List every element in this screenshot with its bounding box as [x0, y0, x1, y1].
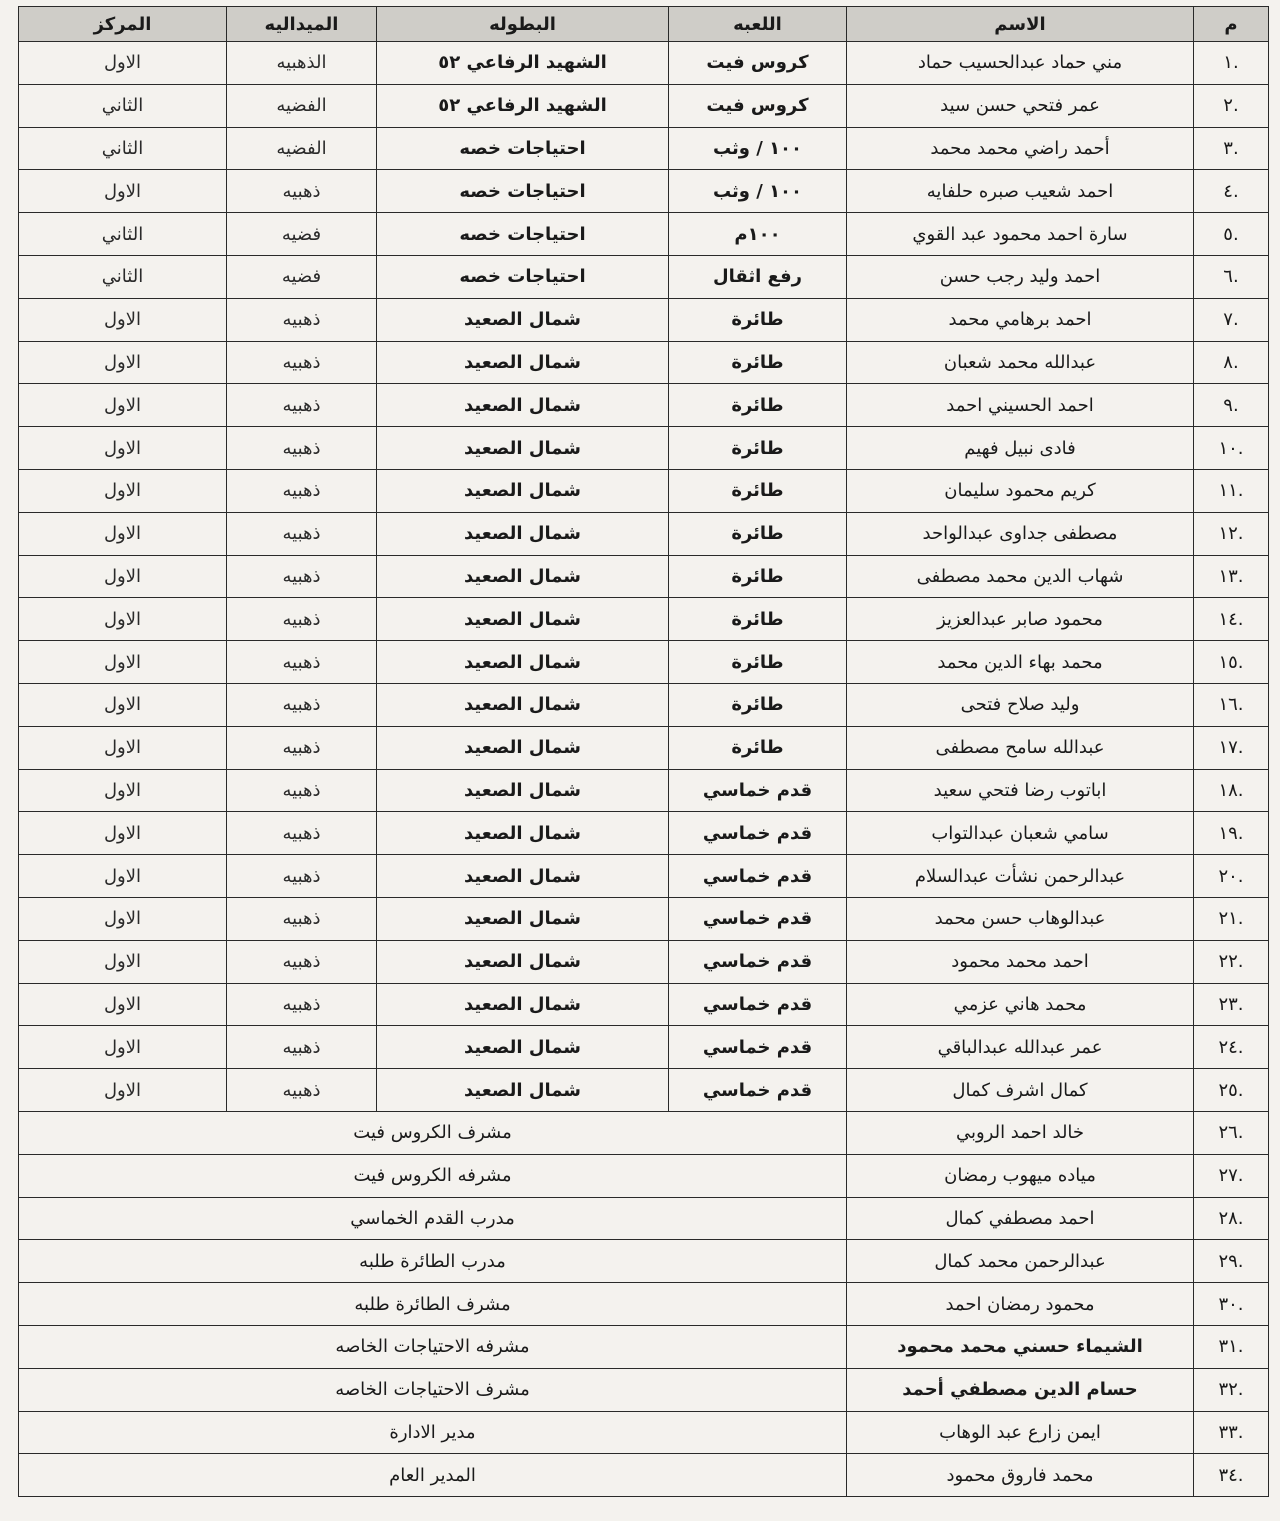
staff-name: عبدالرحمن محمد كمال — [847, 1240, 1194, 1283]
table-row — [19, 983, 1269, 1026]
row-number: .٧ — [1194, 298, 1269, 341]
row-sport: طائرة — [669, 384, 847, 427]
staff-name: خالد احمد الروبي — [847, 1111, 1194, 1154]
row-medal: ذهبيه — [227, 298, 377, 341]
table-body — [19, 42, 1269, 1497]
row-sport: طائرة — [669, 512, 847, 555]
row-medal: ذهبيه — [227, 384, 377, 427]
staff-role: مدرب القدم الخماسي — [19, 1197, 847, 1240]
table-row — [19, 855, 1269, 898]
row-medal: ذهبيه — [227, 812, 377, 855]
row-sport: ١٠٠ / وثب — [669, 170, 847, 213]
table-row — [19, 940, 1269, 983]
row-medal: ذهبيه — [227, 940, 377, 983]
row-rank: الاول — [19, 897, 227, 940]
row-championship: الشهيد الرفاعي ٥٢ — [377, 84, 669, 127]
row-championship: شمال الصعيد — [377, 598, 669, 641]
staff-name: حسام الدين مصطفي أحمد — [847, 1368, 1194, 1411]
table-row — [19, 298, 1269, 341]
header-championship: البطوله — [377, 7, 669, 42]
row-number: .١٦ — [1194, 683, 1269, 726]
header-row — [19, 7, 1269, 42]
staff-role: مشرفه الكروس فيت — [19, 1154, 847, 1197]
staff-row — [19, 1154, 1269, 1197]
row-sport: قدم خماسي — [669, 1026, 847, 1069]
staff-number: .٣٤ — [1194, 1454, 1269, 1497]
row-medal: ذهبيه — [227, 469, 377, 512]
roster-table — [18, 6, 1269, 1497]
row-rank: الاول — [19, 384, 227, 427]
row-championship: شمال الصعيد — [377, 855, 669, 898]
row-number: .١١ — [1194, 469, 1269, 512]
staff-role: مشرف الكروس فيت — [19, 1111, 847, 1154]
row-medal: ذهبيه — [227, 726, 377, 769]
row-number: .٢٣ — [1194, 983, 1269, 1026]
table-row — [19, 341, 1269, 384]
header-num: م — [1194, 7, 1269, 42]
table-row — [19, 641, 1269, 684]
row-name: احمد الحسيني احمد — [847, 384, 1194, 427]
staff-role: مشرفه الاحتياجات الخاصه — [19, 1325, 847, 1368]
row-medal: ذهبيه — [227, 598, 377, 641]
staff-role: مشرف الطائرة طلبه — [19, 1283, 847, 1326]
row-name: احمد برهامي محمد — [847, 298, 1194, 341]
row-rank: الثاني — [19, 255, 227, 298]
row-medal: ذهبيه — [227, 983, 377, 1026]
row-rank: الثاني — [19, 84, 227, 127]
row-sport: طائرة — [669, 598, 847, 641]
row-championship: شمال الصعيد — [377, 1026, 669, 1069]
row-number: .٢١ — [1194, 897, 1269, 940]
row-number: .٢٠ — [1194, 855, 1269, 898]
row-name: محمد بهاء الدين محمد — [847, 641, 1194, 684]
staff-row — [19, 1197, 1269, 1240]
header-medal: الميداليه — [227, 7, 377, 42]
staff-name: الشيماء حسني محمد محمود — [847, 1325, 1194, 1368]
staff-name: محمود رمضان احمد — [847, 1283, 1194, 1326]
staff-row — [19, 1283, 1269, 1326]
row-championship: شمال الصعيد — [377, 769, 669, 812]
staff-role: مشرف الاحتياجات الخاصه — [19, 1368, 847, 1411]
staff-name: محمد فاروق محمود — [847, 1454, 1194, 1497]
row-championship: شمال الصعيد — [377, 983, 669, 1026]
row-championship: شمال الصعيد — [377, 555, 669, 598]
row-number: .٢٢ — [1194, 940, 1269, 983]
row-championship: شمال الصعيد — [377, 683, 669, 726]
row-championship: شمال الصعيد — [377, 897, 669, 940]
staff-row — [19, 1411, 1269, 1454]
staff-number: .٢٩ — [1194, 1240, 1269, 1283]
row-rank: الاول — [19, 512, 227, 555]
row-championship: شمال الصعيد — [377, 469, 669, 512]
row-championship: شمال الصعيد — [377, 427, 669, 470]
row-rank: الاول — [19, 298, 227, 341]
row-name: عمر فتحي حسن سيد — [847, 84, 1194, 127]
row-rank: الاول — [19, 855, 227, 898]
row-name: عبدالله محمد شعبان — [847, 341, 1194, 384]
row-sport: قدم خماسي — [669, 812, 847, 855]
row-rank: الاول — [19, 555, 227, 598]
row-number: .١٥ — [1194, 641, 1269, 684]
row-sport: رفع اثقال — [669, 255, 847, 298]
staff-role: المدير العام — [19, 1454, 847, 1497]
row-medal: ذهبيه — [227, 855, 377, 898]
row-medal: الذهبيه — [227, 42, 377, 85]
row-number: .١٧ — [1194, 726, 1269, 769]
row-name: مصطفى جداوى عبدالواحد — [847, 512, 1194, 555]
row-name: مني حماد عبدالحسيب حماد — [847, 42, 1194, 85]
table-row — [19, 213, 1269, 256]
row-medal: ذهبيه — [227, 683, 377, 726]
row-medal: ذهبيه — [227, 170, 377, 213]
row-sport: قدم خماسي — [669, 983, 847, 1026]
staff-row — [19, 1240, 1269, 1283]
row-rank: الاول — [19, 341, 227, 384]
staff-number: .٣٠ — [1194, 1283, 1269, 1326]
row-sport: ١٠٠م — [669, 213, 847, 256]
row-name: عمر عبدالله عبدالباقي — [847, 1026, 1194, 1069]
row-championship: شمال الصعيد — [377, 726, 669, 769]
row-medal: الفضيه — [227, 84, 377, 127]
row-name: عبدالرحمن نشأت عبدالسلام — [847, 855, 1194, 898]
row-rank: الاول — [19, 769, 227, 812]
table-row — [19, 427, 1269, 470]
row-medal: ذهبيه — [227, 641, 377, 684]
row-sport: ١٠٠ / وثب — [669, 127, 847, 170]
row-sport: طائرة — [669, 298, 847, 341]
table-row — [19, 1069, 1269, 1112]
row-rank: الاول — [19, 812, 227, 855]
row-name: محمود صابر عبدالعزيز — [847, 598, 1194, 641]
staff-row — [19, 1454, 1269, 1497]
row-number: .٢٥ — [1194, 1069, 1269, 1112]
staff-number: .٢٦ — [1194, 1111, 1269, 1154]
row-championship: شمال الصعيد — [377, 940, 669, 983]
row-name: محمد هاني عزمي — [847, 983, 1194, 1026]
row-name: أحمد راضي محمد محمد — [847, 127, 1194, 170]
row-medal: ذهبيه — [227, 1069, 377, 1112]
table-row — [19, 170, 1269, 213]
staff-row — [19, 1325, 1269, 1368]
staff-number: .٣٣ — [1194, 1411, 1269, 1454]
row-sport: طائرة — [669, 726, 847, 769]
row-rank: الاول — [19, 598, 227, 641]
row-medal: فضيه — [227, 213, 377, 256]
row-number: .٢٤ — [1194, 1026, 1269, 1069]
table-row — [19, 512, 1269, 555]
row-number: .٣ — [1194, 127, 1269, 170]
row-name: كمال اشرف كمال — [847, 1069, 1194, 1112]
row-championship: احتياجات خصه — [377, 170, 669, 213]
row-number: .٦ — [1194, 255, 1269, 298]
row-sport: طائرة — [669, 555, 847, 598]
row-number: .١٣ — [1194, 555, 1269, 598]
table-row — [19, 384, 1269, 427]
staff-row — [19, 1368, 1269, 1411]
row-sport: كروس فيت — [669, 84, 847, 127]
header-sport: اللعبه — [669, 7, 847, 42]
table-row — [19, 812, 1269, 855]
table-row — [19, 42, 1269, 85]
row-number: .١٨ — [1194, 769, 1269, 812]
table-row — [19, 769, 1269, 812]
staff-row — [19, 1111, 1269, 1154]
row-rank: الاول — [19, 641, 227, 684]
row-number: .٢ — [1194, 84, 1269, 127]
table-row — [19, 1026, 1269, 1069]
row-championship: احتياجات خصه — [377, 213, 669, 256]
row-name: احمد شعيب صبره حلفايه — [847, 170, 1194, 213]
row-name: عبدالوهاب حسن محمد — [847, 897, 1194, 940]
row-sport: قدم خماسي — [669, 1069, 847, 1112]
table-row — [19, 598, 1269, 641]
staff-number: .٣١ — [1194, 1325, 1269, 1368]
row-championship: شمال الصعيد — [377, 1069, 669, 1112]
row-number: .١٠ — [1194, 427, 1269, 470]
header-rank: المركز — [19, 7, 227, 42]
row-medal: ذهبيه — [227, 1026, 377, 1069]
row-rank: الاول — [19, 726, 227, 769]
row-sport: طائرة — [669, 641, 847, 684]
table-row — [19, 683, 1269, 726]
row-name: سارة احمد محمود عبد القوي — [847, 213, 1194, 256]
row-sport: قدم خماسي — [669, 769, 847, 812]
staff-name: مياده ميهوب رمضان — [847, 1154, 1194, 1197]
row-sport: كروس فيت — [669, 42, 847, 85]
row-name: احمد محمد محمود — [847, 940, 1194, 983]
row-name: سامي شعبان عبدالتواب — [847, 812, 1194, 855]
row-medal: ذهبيه — [227, 512, 377, 555]
row-rank: الاول — [19, 170, 227, 213]
row-rank: الاول — [19, 683, 227, 726]
row-medal: فضيه — [227, 255, 377, 298]
row-number: .٩ — [1194, 384, 1269, 427]
row-championship: شمال الصعيد — [377, 384, 669, 427]
row-rank: الاول — [19, 1026, 227, 1069]
row-number: .١ — [1194, 42, 1269, 85]
row-name: عبدالله سامح مصطفى — [847, 726, 1194, 769]
row-medal: ذهبيه — [227, 341, 377, 384]
table-row — [19, 255, 1269, 298]
row-medal: ذهبيه — [227, 555, 377, 598]
row-name: احمد وليد رجب حسن — [847, 255, 1194, 298]
row-name: اباتوب رضا فتحي سعيد — [847, 769, 1194, 812]
staff-role: مدرب الطائرة طلبه — [19, 1240, 847, 1283]
staff-number: .٢٨ — [1194, 1197, 1269, 1240]
row-championship: شمال الصعيد — [377, 812, 669, 855]
table-row — [19, 84, 1269, 127]
row-rank: الاول — [19, 427, 227, 470]
row-championship: شمال الصعيد — [377, 341, 669, 384]
row-rank: الاول — [19, 940, 227, 983]
row-sport: قدم خماسي — [669, 855, 847, 898]
row-rank: الاول — [19, 1069, 227, 1112]
row-sport: طائرة — [669, 341, 847, 384]
table-row — [19, 555, 1269, 598]
row-sport: قدم خماسي — [669, 940, 847, 983]
table-header — [19, 7, 1269, 42]
row-rank: الاول — [19, 469, 227, 512]
row-championship: احتياجات خصه — [377, 255, 669, 298]
row-number: .٥ — [1194, 213, 1269, 256]
row-championship: شمال الصعيد — [377, 298, 669, 341]
row-medal: ذهبيه — [227, 769, 377, 812]
staff-role: مدير الادارة — [19, 1411, 847, 1454]
staff-name: احمد مصطفي كمال — [847, 1197, 1194, 1240]
row-medal: الفضيه — [227, 127, 377, 170]
row-name: فادى نبيل فهيم — [847, 427, 1194, 470]
row-sport: قدم خماسي — [669, 897, 847, 940]
row-number: .١٤ — [1194, 598, 1269, 641]
row-rank: الاول — [19, 42, 227, 85]
staff-number: .٢٧ — [1194, 1154, 1269, 1197]
table-row — [19, 127, 1269, 170]
row-name: وليد صلاح فتحى — [847, 683, 1194, 726]
table-row — [19, 897, 1269, 940]
row-name: شهاب الدين محمد مصطفى — [847, 555, 1194, 598]
header-name: الاسم — [847, 7, 1194, 42]
row-championship: شمال الصعيد — [377, 512, 669, 555]
row-rank: الاول — [19, 983, 227, 1026]
row-championship: الشهيد الرفاعي ٥٢ — [377, 42, 669, 85]
staff-number: .٣٢ — [1194, 1368, 1269, 1411]
row-championship: احتياجات خصه — [377, 127, 669, 170]
row-championship: شمال الصعيد — [377, 641, 669, 684]
row-sport: طائرة — [669, 683, 847, 726]
row-sport: طائرة — [669, 427, 847, 470]
row-rank: الثاني — [19, 213, 227, 256]
table-row — [19, 726, 1269, 769]
row-medal: ذهبيه — [227, 897, 377, 940]
row-number: .١٩ — [1194, 812, 1269, 855]
row-number: .٨ — [1194, 341, 1269, 384]
row-sport: طائرة — [669, 469, 847, 512]
row-rank: الثاني — [19, 127, 227, 170]
staff-name: ايمن زارع عبد الوهاب — [847, 1411, 1194, 1454]
row-medal: ذهبيه — [227, 427, 377, 470]
table-row — [19, 469, 1269, 512]
row-name: كريم محمود سليمان — [847, 469, 1194, 512]
row-number: .٤ — [1194, 170, 1269, 213]
row-number: .١٢ — [1194, 512, 1269, 555]
